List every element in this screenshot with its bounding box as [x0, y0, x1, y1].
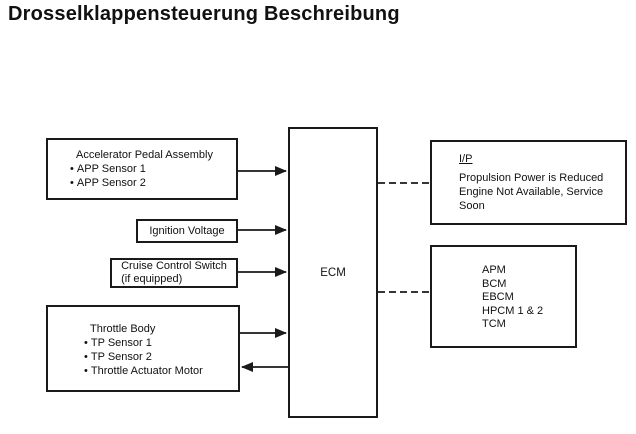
- throttle-body-box: [46, 305, 240, 392]
- cruise-box-line: (if equipped): [121, 273, 183, 285]
- module-item: EBCM: [482, 291, 514, 303]
- instrument-panel-message-box: [430, 140, 627, 225]
- module-item: BCM: [482, 277, 507, 290]
- ip-box-line: Soon: [459, 200, 485, 212]
- throttle-bullet: • Throttle Actuator Motor: [84, 364, 238, 378]
- ecm-box-label: ECM: [320, 266, 346, 279]
- module-item: HPCM 1 & 2: [482, 304, 544, 317]
- module-item: TCM: [482, 318, 506, 330]
- cruise-box-lines: [121, 260, 227, 286]
- throttle-bullet: • TP Sensor 2: [84, 350, 238, 364]
- ecm-box: [288, 127, 378, 418]
- cruise-box-line: Cruise Control Switch: [121, 260, 227, 272]
- accelerator-bullet: • APP Sensor 2: [70, 176, 236, 190]
- cruise-control-switch-box: [110, 258, 238, 288]
- ip-box-line: Propulsion Power is Reduced: [459, 172, 604, 184]
- accelerator-box-title: Accelerator Pedal Assembly: [76, 149, 213, 161]
- throttle-bullet: • TP Sensor 1: [84, 336, 238, 350]
- ip-box-line: Engine Not Available, Service: [459, 186, 604, 198]
- throttle-box-title: Throttle Body: [90, 323, 156, 335]
- accelerator-pedal-assembly-box: [46, 138, 238, 200]
- modules-list: [482, 264, 575, 332]
- ignition-voltage-box: [136, 219, 238, 243]
- ignition-box-label: Ignition Voltage: [149, 225, 225, 237]
- ip-box-lines: [459, 171, 625, 213]
- modules-box: [430, 245, 577, 348]
- page-title: Drosselklappensteuerung Beschreibung: [8, 3, 400, 25]
- accelerator-bullet-list: [70, 162, 236, 190]
- ip-box-title: I/P: [459, 153, 473, 165]
- accelerator-bullet: • APP Sensor 1: [70, 162, 236, 176]
- throttle-bullet-list: [84, 336, 238, 378]
- module-item: APM: [482, 264, 506, 276]
